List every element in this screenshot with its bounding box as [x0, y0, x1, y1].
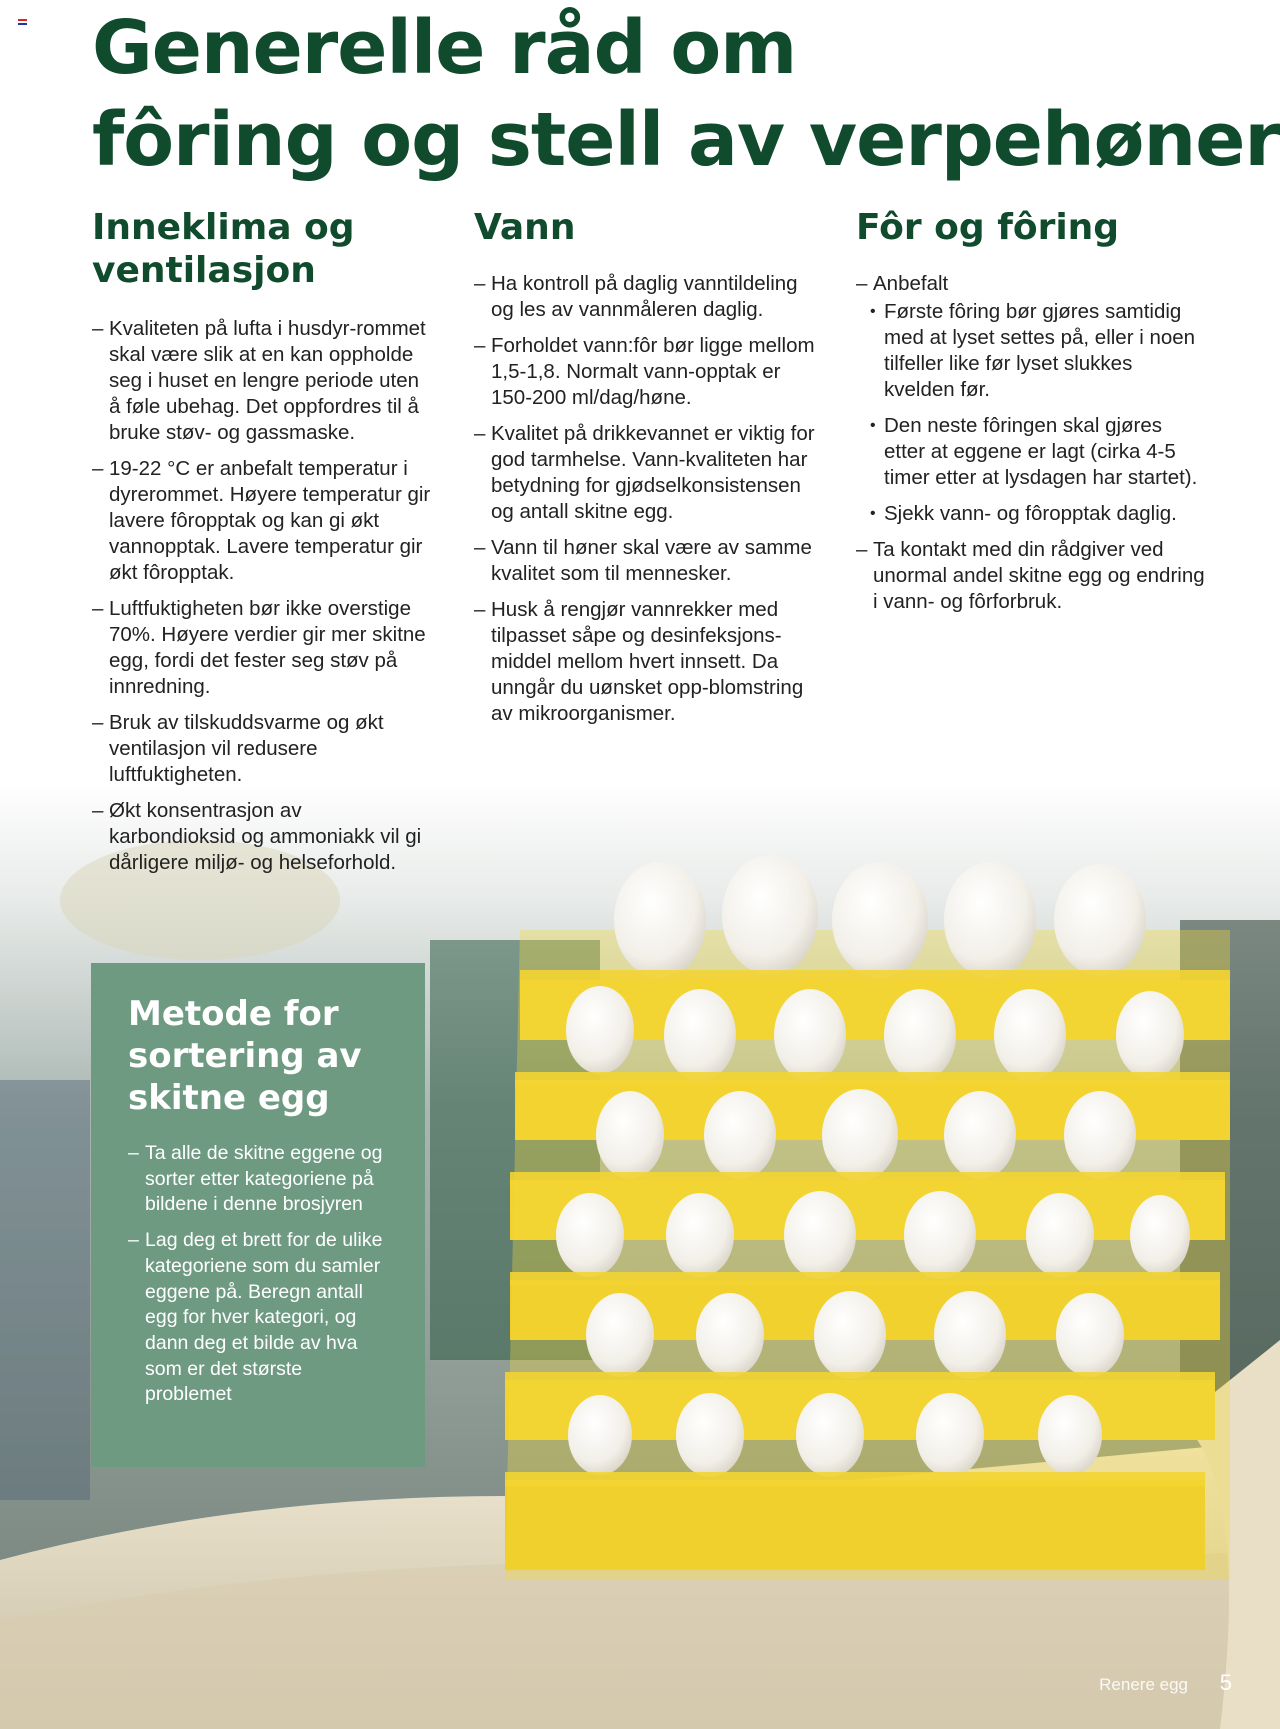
list-item: – Lag deg et brett for de ulike kategoriene som du samler eggene på. Beregn antall egg for hver kategori, og dann deg et bilde av hva som er det største problemet [128, 1228, 389, 1408]
list-item: – Vann til høner skal være av samme kvalitet som til mennesker. [474, 535, 824, 587]
list-item: – Ta alle de skitne eggene og sorter etter kategoriene på bildene i denne brosjyren [128, 1141, 389, 1218]
section-vann [474, 206, 824, 737]
page-title-line-1: Generelle råd om [92, 5, 797, 91]
list-item: – Ha kontroll på daglig vanntildeling og les av vannmåleren daglig. [474, 271, 824, 323]
box-heading [128, 993, 389, 1119]
list-sub-item: • Den neste fôringen skal gjøres etter at eggene er lagt (cirka 4-5 timer etter at lysdagen har startet). [856, 413, 1206, 491]
list-item: – Husk å rengjør vannrekker med tilpasset såpe og desinfeksjons-middel mellom hvert innsett. Da unngår du uønsket opp-blomstring av mikroorganismer. [474, 597, 824, 727]
box-heading-line: skitne egg [128, 1078, 330, 1118]
language-flag-icon [18, 19, 27, 25]
section-heading-vann: Vann [474, 207, 576, 248]
list-sub-item: • Første fôring bør gjøres samtidig med at lyset settes på, eller i noen tilfeller like før lyset slukkes kvelden før. [856, 299, 1206, 403]
list-item: – Kvaliteten på lufta i husdyr-rommet skal være slik at en kan oppholde seg i huset en lengre periode uten å føle ubehag. Det oppfordres til å bruke støv- og gassmaske. [92, 316, 432, 446]
list-item: – Kvalitet på drikkevannet er viktig for god tarmhelse. Vann-kvaliteten har betydning for gjødselkonsistensen og antall skitne egg. [474, 421, 824, 525]
list-item: – Økt konsentrasjon av karbondioksid og ammoniakk vil gi dårligere miljø- og helseforhold. [92, 798, 432, 876]
for-list [856, 271, 1206, 615]
section-heading-inneklima [92, 206, 432, 292]
section-heading-for: Fôr og fôring [856, 207, 1120, 248]
list-item: – Anbefalt [856, 271, 1206, 297]
list-item: – 19-22 °C er anbefalt temperatur i dyrerommet. Høyere temperatur gir lavere fôropptak og kan gi økt vannopptak. Lavere temperatur gir økt fôropptak. [92, 456, 432, 586]
list-sub-item: • Sjekk vann- og fôropptak daglig. [856, 501, 1206, 527]
footer-publication-label: Renere egg [1099, 1675, 1188, 1694]
page-number: 5 [1219, 1670, 1232, 1695]
page-title [92, 2, 1280, 186]
section-inneklima [92, 206, 432, 886]
box-heading-line: Metode for [128, 994, 339, 1034]
list-item: – Luftfuktigheten bør ikke overstige 70%. Høyere verdier gir mer skitne egg, fordi det fester seg støv på innredning. [92, 596, 432, 700]
page-title-line-2: fôring og stell av verpehøner [92, 97, 1280, 183]
inneklima-list [92, 316, 432, 876]
list-item: – Bruk av tilskuddsvarme og økt ventilasjon vil redusere luftfuktigheten. [92, 710, 432, 788]
heading-line: Inneklima og [92, 207, 355, 248]
box-heading-line: sortering av [128, 1036, 362, 1076]
box-list [128, 1141, 389, 1408]
sorting-method-box [91, 963, 425, 1467]
heading-line: ventilasjon [92, 250, 316, 291]
vann-list [474, 271, 824, 727]
section-for [856, 206, 1206, 625]
list-item: – Forholdet vann:fôr bør ligge mellom 1,5-1,8. Normalt vann-opptak er 150-200 ml/dag/høne. [474, 333, 824, 411]
list-item: – Ta kontakt med din rådgiver ved unormal andel skitne egg og endring i vann- og fôrforbruk. [856, 537, 1206, 615]
